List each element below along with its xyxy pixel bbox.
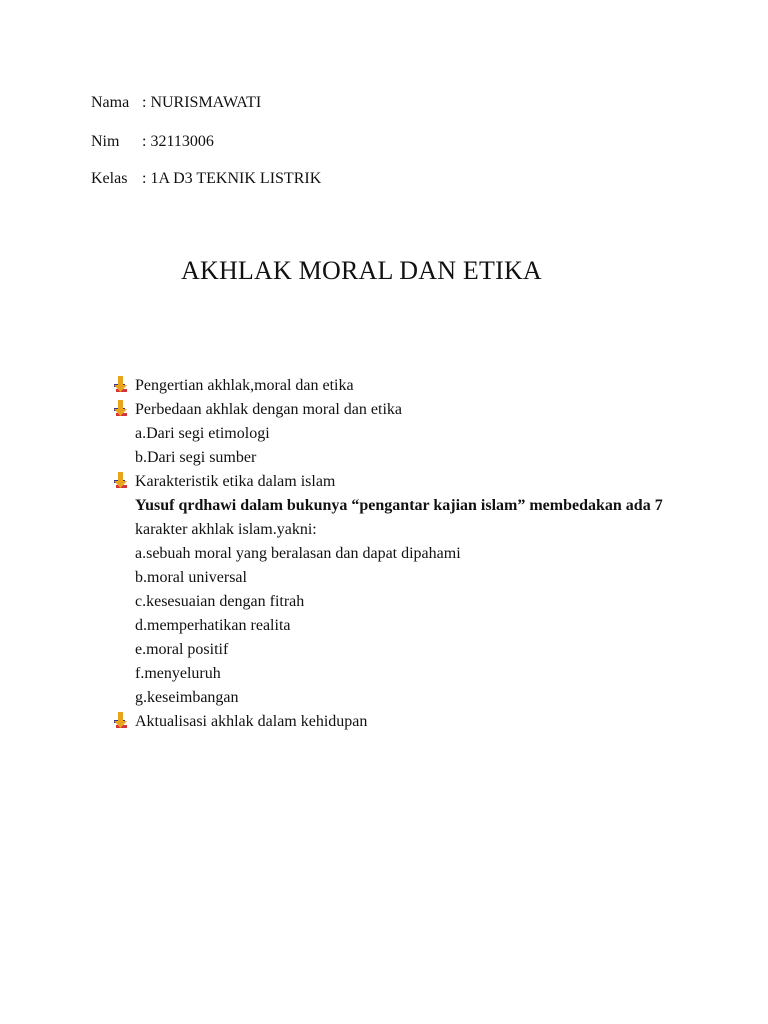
outline-subitem bbox=[112, 568, 732, 592]
kelas-value: : 1A D3 TEKNIK LISTRIK bbox=[142, 170, 322, 187]
arrow-down-right-bullet-icon bbox=[112, 712, 132, 732]
header-nama-row bbox=[91, 93, 262, 113]
outline-intro-bold bbox=[112, 496, 732, 520]
kelas-label: Kelas bbox=[91, 170, 128, 187]
outline-intro-bold-text: Yusuf qrdhawi dalam bukunya “pengantar kajian islam” membedakan ada 7 bbox=[135, 497, 663, 514]
outline-subitem bbox=[112, 592, 732, 616]
outline-item-label: Aktualisasi akhlak dalam kehidupan bbox=[135, 713, 368, 730]
outline-subitem-label: f.menyeluruh bbox=[135, 665, 221, 682]
outline-item-label: Perbedaan akhlak dengan moral dan etika bbox=[135, 401, 402, 418]
arrow-down-right-bullet-icon bbox=[112, 472, 132, 492]
page-title: AKHLAK MORAL DAN ETIKA bbox=[181, 256, 542, 285]
outline-subitem-label: b.Dari segi sumber bbox=[135, 449, 257, 466]
outline-item-karakteristik bbox=[112, 472, 732, 496]
outline-item-label: Karakteristik etika dalam islam bbox=[135, 473, 336, 490]
nama-value: : NURISMAWATI bbox=[142, 94, 262, 111]
outline-subitem bbox=[112, 616, 732, 640]
outline-subitem bbox=[112, 688, 732, 712]
outline-subitem bbox=[112, 448, 732, 472]
outline-item-aktualisasi bbox=[112, 712, 732, 736]
outline-subitem bbox=[112, 424, 732, 448]
arrow-down-right-bullet-icon bbox=[112, 400, 132, 420]
outline-subitem-label: g.keseimbangan bbox=[135, 689, 239, 706]
arrow-down-right-bullet-icon bbox=[112, 376, 132, 396]
outline-subitem bbox=[112, 664, 732, 688]
topic-outline bbox=[112, 376, 732, 736]
outline-item-pengertian bbox=[112, 376, 732, 400]
header-kelas-row bbox=[91, 169, 322, 189]
outline-subitem-label: a.Dari segi etimologi bbox=[135, 425, 270, 442]
outline-intro-continuation-text: karakter akhlak islam.yakni: bbox=[135, 521, 317, 538]
nim-value: : 32113006 bbox=[142, 133, 214, 150]
outline-item-label: Pengertian akhlak,moral dan etika bbox=[135, 377, 354, 394]
outline-subitem-label: a.sebuah moral yang beralasan dan dapat dipahami bbox=[135, 545, 461, 562]
nama-label: Nama bbox=[91, 94, 130, 111]
outline-subitem-label: c.kesesuaian dengan fitrah bbox=[135, 593, 305, 610]
outline-subitem-label: d.memperhatikan realita bbox=[135, 617, 291, 634]
outline-item-perbedaan bbox=[112, 400, 732, 424]
outline-subitem-label: e.moral positif bbox=[135, 641, 229, 658]
header-nim-row bbox=[91, 132, 214, 152]
outline-subitem bbox=[112, 640, 732, 664]
outline-subitem bbox=[112, 544, 732, 568]
nim-label: Nim bbox=[91, 133, 120, 150]
outline-intro-continuation bbox=[112, 520, 732, 544]
outline-subitem-label: b.moral universal bbox=[135, 569, 247, 586]
